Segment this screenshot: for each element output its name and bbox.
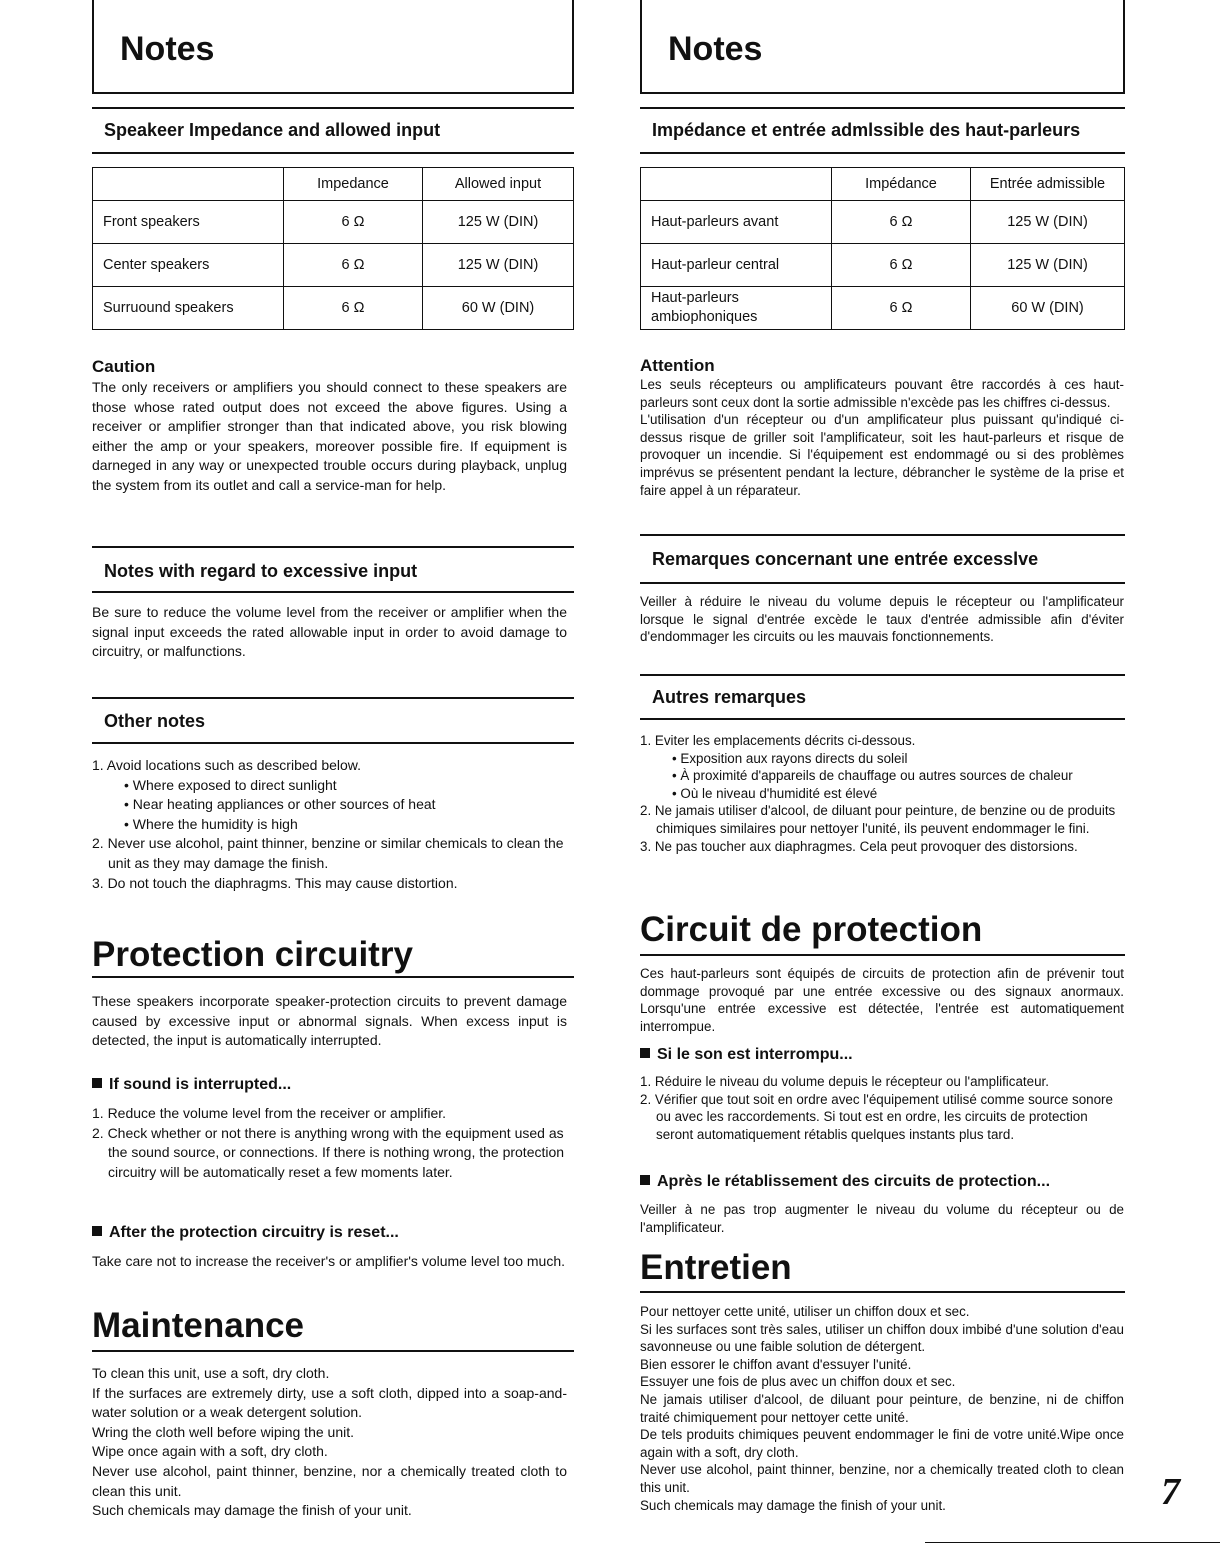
protection-text: Ces haut-parleurs sont équipés de circuits de protection afin de prévenir tout dommage provoqué par une entrée excessive ou des signaux anormaux. Lorsqu'une entrée excessive est détectée, l'entrée est automatiquement interrompue. <box>640 966 1124 1034</box>
divider <box>92 152 574 154</box>
protection-title: Circuit de protection <box>640 910 983 949</box>
divider <box>640 718 1125 720</box>
list-item: 2. Ne jamais utiliser d'alcool, de diluant pour peinture, de benzine ou de produits chimiques similaires pour nettoyer l'unité, ils peuvent endommager le fini. <box>640 803 1116 836</box>
sub-list <box>108 776 567 835</box>
list-item <box>640 732 1124 802</box>
maintenance-line: Never use alcohol, paint thinner, benzine, nor a chemically treated cloth to clean this unit. <box>640 1462 1124 1495</box>
table-header-cell <box>93 168 284 201</box>
table-cell: 6 Ω <box>832 287 971 330</box>
maintenance-line: Si les surfaces sont très sales, utiliser un chiffon doux imbibé d'une solution d'eau savonneuse ou une faible solution de détergent. <box>640 1321 1124 1355</box>
table-header-row <box>93 168 574 201</box>
table-header-row <box>641 168 1125 201</box>
table-cell: Front speakers <box>93 201 284 244</box>
table-row <box>641 287 1125 330</box>
sub-list <box>656 750 1124 803</box>
divider <box>92 1350 574 1352</box>
table-cell: 6 Ω <box>832 201 971 244</box>
list-item-text: 1. Eviter les emplacements décrits ci-dessous. <box>640 733 916 748</box>
interrupted-heading-text: If sound is interrupted... <box>109 1076 292 1093</box>
square-bullet-icon <box>92 1226 102 1236</box>
caution-paragraph: L'utilisation d'un récepteur ou d'un amplificateur plus puissant qu'indiqué ci-dessus risque de griller soit l'amplificateur, soit les haut-parleurs et risque de provoquer un incendie. Si l'équipement est endommagé ou si des problèmes imprévus se présentent pendant la lecture, débrancher le système de la prise et faire appel à un réparateur. <box>640 412 1124 498</box>
list-item: 2. Never use alcohol, paint thinner, benzine or similar chemicals to clean the unit as they may damage the finish. <box>92 835 564 871</box>
other-notes-heading: Autres remarques <box>652 687 807 707</box>
reset-heading-text: After the protection circuitry is reset... <box>109 1224 399 1241</box>
table-cell: Haut-parleurs ambiophoniques <box>641 287 832 330</box>
maintenance-line: Wipe once again with a soft, dry cloth. <box>92 1443 328 1460</box>
protection-title: Protection circuitry <box>92 935 413 974</box>
excessive-text: Be sure to reduce the volume level from the receiver or amplifier when the signal input exceeds the rated allowable input in order to avoid damage to circuitry, or malfunctions. <box>92 604 567 660</box>
list-item: 2. Vérifier que tout soit en ordre avec l'équipement utilisé comme source sonore ou avec les raccordements. Si tout est en ordre, les circuits de protection seront automatiquement rétablis quelques instants plus tard. <box>640 1091 1113 1142</box>
table-cell: 6 Ω <box>284 287 423 330</box>
table-cell: 6 Ω <box>284 244 423 287</box>
divider <box>640 954 1125 956</box>
table-cell: Haut-parleur central <box>641 244 832 287</box>
list-item: • Where the humidity is high <box>124 815 298 832</box>
list-item: 2. Check whether or not there is anything wrong with the equipment used as the sound source, or connections. If there is nothing wrong, the protection circuitry will be automatically reset a few moments later. <box>92 1124 565 1180</box>
interrupted-heading <box>640 1046 853 1064</box>
table-cell: 125 W (DIN) <box>423 244 574 287</box>
interrupted-list <box>640 1073 1124 1143</box>
divider <box>640 534 1125 536</box>
maintenance-line: Pour nettoyer cette unité, utiliser un chiffon doux et sec. <box>640 1304 970 1319</box>
notes-title: Notes <box>668 30 763 68</box>
interrupted-heading-text: Si le son est interrompu... <box>657 1046 853 1063</box>
list-item: 3. Ne pas toucher aux diaphragmes. Cela peut provoquer des distorsions. <box>640 838 1078 854</box>
reset-text: Take care not to increase the receiver's or amplifier's volume level too much. <box>92 1253 565 1269</box>
table-cell: 125 W (DIN) <box>971 201 1125 244</box>
maintenance-line: Wring the cloth well before wiping the unit. <box>92 1423 354 1440</box>
square-bullet-icon <box>92 1078 102 1088</box>
maintenance-line: Such chemicals may damage the finish of your unit. <box>640 1497 946 1513</box>
maintenance-line: To clean this unit, use a soft, dry cloth. <box>92 1365 330 1381</box>
divider <box>92 697 574 699</box>
list-item: • À proximité d'appareils de chauffage ou autres sources de chaleur <box>672 768 1073 784</box>
table-cell: Haut-parleurs avant <box>641 201 832 244</box>
square-bullet-icon <box>640 1048 650 1058</box>
caution-paragraph: Les seuls récepteurs ou amplificateurs pouvant être raccordés à ces haut-parleurs sont ceux dont la sortie admissible n'excède pas les chiffres ci-dessus. <box>640 377 1124 410</box>
divider <box>92 546 574 548</box>
interrupted-heading <box>92 1076 291 1094</box>
table-row <box>93 287 574 330</box>
table-row <box>93 244 574 287</box>
divider <box>92 742 574 744</box>
table-row <box>93 201 574 244</box>
list-item: 1. Réduire le niveau du volume depuis le récepteur ou l'amplificateur. <box>640 1074 1049 1089</box>
interrupted-list <box>92 1104 567 1182</box>
table-cell: 60 W (DIN) <box>423 287 574 330</box>
impedance-heading: Speakeer Impedance and allowed input <box>104 120 441 140</box>
impedance-heading: Impédance et entrée admlssible des haut-parleurs <box>652 120 1081 140</box>
list-item-text: 1. Avoid locations such as described below. <box>92 757 362 773</box>
list-item: • Exposition aux rayons directs du soleil <box>672 750 908 766</box>
table-header-cell: Entrée admissible <box>971 168 1125 201</box>
list-item: 3. Do not touch the diaphragms. This may cause distortion. <box>92 874 458 891</box>
maintenance-line: If the surfaces are extremely dirty, use a soft cloth, dipped into a soap-and-water solution or a weak detergent solution. <box>92 1384 567 1421</box>
table-cell: 6 Ω <box>284 201 423 244</box>
excessive-heading: Notes with regard to excessive input <box>104 561 418 581</box>
list-item: • Où le niveau d'humidité est élevé <box>672 785 878 801</box>
maintenance-title: Entretien <box>640 1248 792 1287</box>
divider <box>92 976 574 978</box>
list-item: 1. Reduce the volume level from the receiver or amplifier. <box>92 1105 447 1121</box>
maintenance-line: Essuyer une fois de plus avec un chiffon doux et sec. <box>640 1374 956 1390</box>
table-cell: 60 W (DIN) <box>971 287 1125 330</box>
maintenance-line: Ne jamais utiliser d'alcool, de diluant pour peinture, de benzine, ni de chiffon traité chimiquement pour nettoyer cette unité. <box>640 1391 1124 1425</box>
excessive-heading: Remarques concernant une entrée excesslve <box>652 549 1039 569</box>
divider <box>640 107 1125 109</box>
list-item <box>92 756 567 834</box>
divider <box>640 152 1125 154</box>
notes-title: Notes <box>120 30 215 68</box>
table-row <box>641 244 1125 287</box>
reset-heading <box>640 1173 1050 1191</box>
reset-heading-text: Après le rétablissement des circuits de protection... <box>657 1173 1051 1190</box>
reset-text: Veiller à ne pas trop augmenter le niveau du volume du récepteur ou de l'amplificateur. <box>640 1202 1124 1235</box>
notes-title-box <box>92 0 574 94</box>
maintenance-line: Never use alcohol, paint thinner, benzine, nor a chemically treated cloth to clean this unit. <box>92 1462 567 1499</box>
maintenance-text <box>640 1303 1124 1514</box>
table-cell: 125 W (DIN) <box>423 201 574 244</box>
impedance-table <box>92 167 574 330</box>
list-item: • Where exposed to direct sunlight <box>124 776 337 793</box>
table-row <box>641 201 1125 244</box>
maintenance-title: Maintenance <box>92 1306 304 1345</box>
list-item: • Near heating appliances or other sources of heat <box>124 796 436 813</box>
caution-text <box>640 376 1124 499</box>
maintenance-line: De tels produits chimiques peuvent endommager le fini de votre unité.Wipe once again with a soft, dry cloth. <box>640 1427 1124 1460</box>
notes-title-box <box>640 0 1125 94</box>
caution-title: Caution <box>92 357 156 376</box>
table-header-cell: Allowed input <box>423 168 574 201</box>
other-notes-list <box>640 732 1124 855</box>
divider <box>92 107 574 109</box>
divider <box>640 674 1125 676</box>
maintenance-text <box>92 1364 567 1521</box>
divider <box>640 582 1125 584</box>
square-bullet-icon <box>640 1175 650 1185</box>
impedance-table <box>640 167 1125 330</box>
table-header-cell: Impedance <box>284 168 423 201</box>
table-cell: 6 Ω <box>832 244 971 287</box>
maintenance-line: Bien essorer le chiffon avant d'essuyer l'unité. <box>640 1356 912 1372</box>
caution-text: The only receivers or amplifiers you should connect to these speakers are those whose rated output does not exceed the above figures. Using a receiver or amplifier stronger than that indicated above, you risk blowing either the amp or your speakers, moreover possible fire. If equipment is darneged in any way or unexpected trouble occurs during playback, unplug the system from its outlet and call a service-man for help. <box>92 379 567 493</box>
table-header-cell <box>641 168 832 201</box>
protection-text: These speakers incorporate speaker-protection circuits to prevent damage caused by excessive input or abnormal signals. When excess input is detected, the input is automatically interrupted. <box>92 993 567 1049</box>
footer-divider <box>925 1542 1220 1543</box>
table-header-cell: Impédance <box>832 168 971 201</box>
other-notes-list <box>92 756 567 893</box>
reset-heading <box>92 1224 399 1242</box>
excessive-text: Veiller à réduire le niveau du volume depuis le récepteur ou l'amplificateur lorsque le signal d'entrée excède le taux d'entrée admissible afin d'éviter d'endommager les circuits ou les mauvais fonctionnements. <box>640 594 1124 645</box>
divider <box>640 1291 1125 1293</box>
divider <box>92 591 574 593</box>
table-cell: 125 W (DIN) <box>971 244 1125 287</box>
table-cell: Center speakers <box>93 244 284 287</box>
maintenance-line: Such chemicals may damage the finish of your unit. <box>92 1502 412 1519</box>
other-notes-heading: Other notes <box>104 711 206 731</box>
page-number: 7 <box>1161 1471 1180 1513</box>
caution-title: Attention <box>640 356 715 375</box>
table-cell: Surruound speakers <box>93 287 284 330</box>
